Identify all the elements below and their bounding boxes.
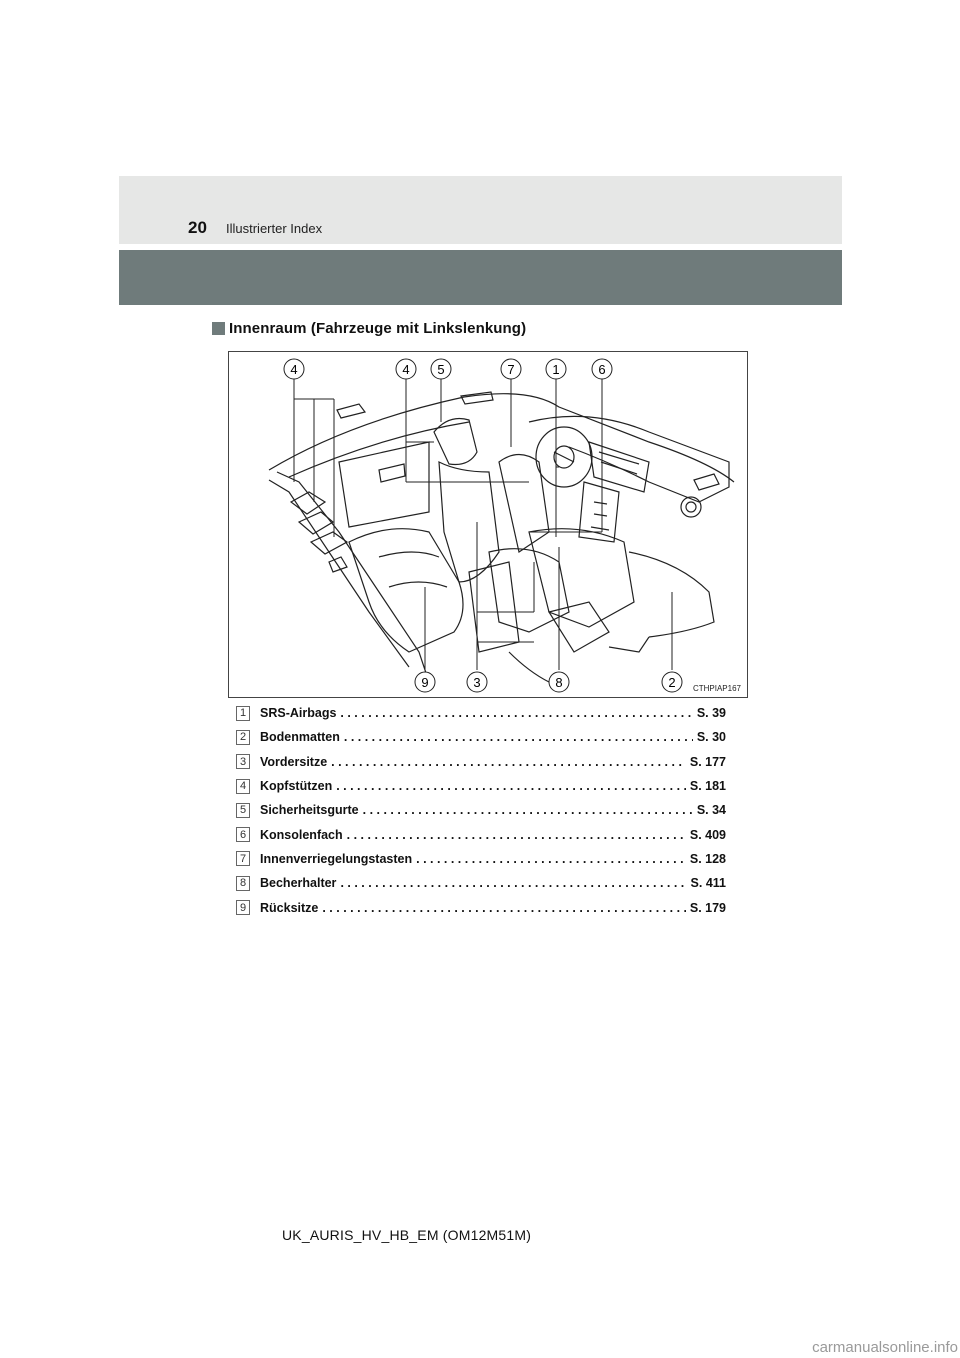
section-heading <box>212 318 526 338</box>
item-number: 7 <box>236 851 250 866</box>
item-label: Vordersitze <box>260 754 328 769</box>
item-number: 2 <box>236 730 250 745</box>
callout-label: 1 <box>552 362 560 377</box>
item-number: 1 <box>236 706 250 721</box>
item-page-ref[interactable]: S. 177 <box>689 754 726 769</box>
callout-4b <box>396 359 416 379</box>
leader-dots <box>344 730 693 744</box>
interior-drawing <box>229 352 747 697</box>
index-item[interactable] <box>236 798 726 822</box>
item-page-ref[interactable]: S. 34 <box>696 803 726 818</box>
index-item[interactable] <box>236 774 726 798</box>
item-page-ref[interactable]: S. 409 <box>689 827 726 842</box>
item-page-ref[interactable]: S. 411 <box>690 876 726 891</box>
item-label: Sicherheitsgurte <box>260 803 359 818</box>
item-number: 9 <box>236 900 250 915</box>
index-item[interactable] <box>236 725 726 749</box>
item-label: Rücksitze <box>260 900 319 915</box>
item-number: 5 <box>236 803 250 818</box>
index-item[interactable] <box>236 750 726 774</box>
figure-code: CTHPIAP167 <box>692 684 741 693</box>
watermark: carmanualsonline.info <box>812 1339 958 1356</box>
callout-label: 9 <box>421 675 429 690</box>
callout-label: 7 <box>507 362 515 377</box>
item-number: 8 <box>236 876 250 891</box>
item-page-ref[interactable]: S. 39 <box>696 706 726 721</box>
index-item[interactable] <box>236 847 726 871</box>
callout-label: 4 <box>290 362 298 377</box>
callout-label: 2 <box>668 675 676 690</box>
callout-label: 3 <box>473 675 481 690</box>
callout-8 <box>549 672 569 692</box>
item-number: 3 <box>236 754 250 769</box>
section-band <box>119 250 842 305</box>
callout-3 <box>467 672 487 692</box>
item-label: Becherhalter <box>260 876 337 891</box>
item-label: Konsolenfach <box>260 827 343 842</box>
index-list <box>236 701 726 920</box>
document-code: UK_AURIS_HV_HB_EM (OM12M51M) <box>282 1227 532 1243</box>
index-item[interactable] <box>236 701 726 725</box>
leader-dots <box>340 706 692 720</box>
callout-label: 4 <box>402 362 410 377</box>
callout-5 <box>431 359 451 379</box>
item-label: SRS-Airbags <box>260 706 337 721</box>
callout-6 <box>592 359 612 379</box>
leader-dots <box>347 828 686 842</box>
item-label: Bodenmatten <box>260 730 340 745</box>
callout-7 <box>501 359 521 379</box>
item-page-ref[interactable]: S. 30 <box>696 730 726 745</box>
item-page-ref[interactable]: S. 181 <box>689 779 726 794</box>
callout-label: 5 <box>437 362 445 377</box>
index-item[interactable] <box>236 871 726 895</box>
leader-dots <box>322 901 686 915</box>
leader-dots <box>416 852 686 866</box>
callout-label: 8 <box>555 675 563 690</box>
item-label: Kopfstützen <box>260 779 333 794</box>
callout-4a <box>284 359 304 379</box>
index-item[interactable] <box>236 822 726 846</box>
interior-illustration <box>228 351 748 698</box>
item-page-ref[interactable]: S. 179 <box>689 900 726 915</box>
section-marker-icon <box>212 322 225 335</box>
leader-dots <box>363 803 693 817</box>
callout-1 <box>546 359 566 379</box>
page-number: 20 <box>188 218 207 237</box>
item-number: 6 <box>236 827 250 842</box>
callout-9 <box>415 672 435 692</box>
section-title: Innenraum (Fahrzeuge mit Linkslenkung) <box>229 319 527 337</box>
item-label: Innenverriegelungstasten <box>260 851 413 866</box>
item-page-ref[interactable]: S. 128 <box>689 851 726 866</box>
leader-dots <box>336 779 686 793</box>
item-number: 4 <box>236 779 250 794</box>
chapter-title: Illustrierter Index <box>226 221 323 236</box>
leader-dots <box>340 876 686 890</box>
callout-label: 6 <box>598 362 606 377</box>
leader-dots <box>331 755 686 769</box>
index-item[interactable] <box>236 895 726 919</box>
callout-2 <box>662 672 682 692</box>
